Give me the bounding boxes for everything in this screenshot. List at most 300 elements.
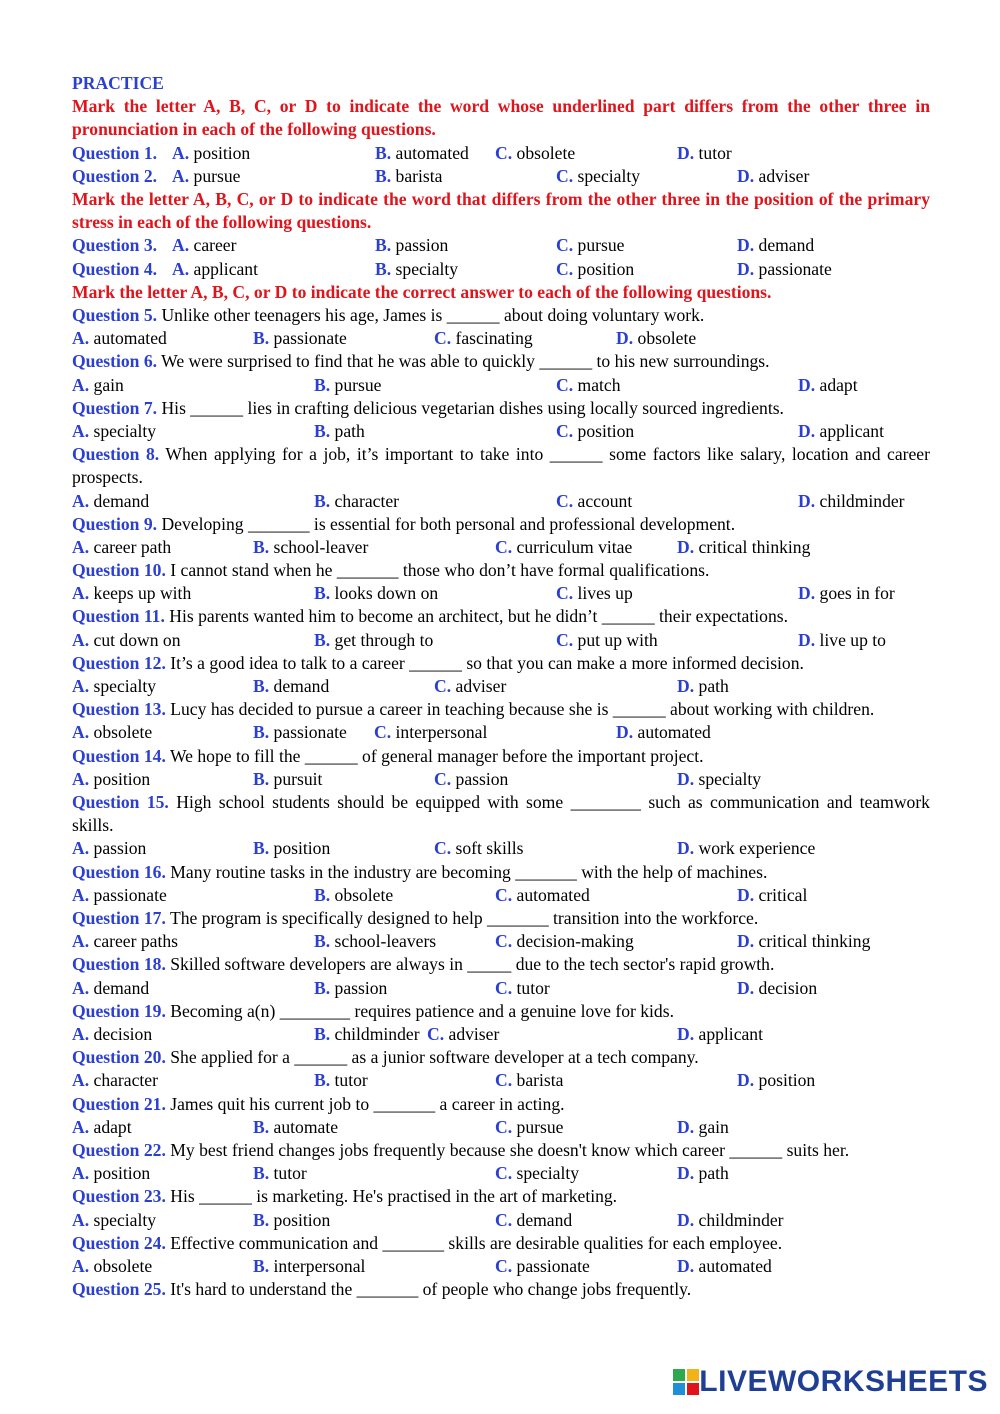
answer-option[interactable]: [72, 884, 167, 907]
question-group-stress: [72, 234, 930, 280]
options-row: [72, 1069, 930, 1092]
answer-option[interactable]: [172, 258, 258, 281]
answer-option[interactable]: [556, 420, 634, 443]
option-text: lives up: [577, 583, 633, 604]
option-letter: B.: [253, 1209, 270, 1230]
question-text: Skilled software developers are always in _____ due to the tech sector's rapid growth.: [170, 954, 775, 975]
question-stem: [72, 861, 930, 884]
answer-option[interactable]: [495, 930, 634, 953]
option-text: tutor: [334, 1070, 368, 1091]
options-row: [72, 490, 930, 513]
answer-option[interactable]: [253, 1255, 365, 1278]
question-stem: [72, 304, 930, 327]
question-text: James quit his current job to _______ a career in acting.: [170, 1093, 565, 1114]
options-row: [72, 721, 930, 744]
option-letter: A.: [72, 420, 90, 441]
option-text: demand: [93, 977, 150, 998]
question-item: [72, 1093, 930, 1139]
option-text: character: [93, 1070, 158, 1091]
answer-option[interactable]: [495, 1069, 563, 1092]
option-text: childminder: [698, 1209, 784, 1230]
answer-option[interactable]: [375, 258, 458, 281]
option-letter: B.: [314, 884, 331, 905]
option-letter: C.: [556, 420, 574, 441]
answer-option[interactable]: [72, 490, 149, 513]
question-text: It’s a good idea to talk to a career ______ so that you can make a more informed decision.: [170, 652, 804, 673]
question-item: [72, 1185, 930, 1231]
question-item: [72, 652, 930, 698]
option-text: specialty: [93, 420, 157, 441]
answer-option[interactable]: [72, 721, 152, 744]
option-letter: D.: [737, 258, 755, 279]
option-text: specialty: [698, 768, 762, 789]
option-text: automated: [93, 328, 167, 349]
liveworksheets-logo-icon: [673, 1367, 699, 1397]
option-letter: C.: [495, 884, 513, 905]
option-text: specialty: [577, 165, 641, 186]
answer-option[interactable]: [798, 629, 886, 652]
question-label: Question 21.: [72, 1093, 166, 1114]
question-stem: [72, 1139, 930, 1162]
answer-option[interactable]: [556, 234, 624, 257]
answer-option[interactable]: [72, 629, 181, 652]
answer-option[interactable]: [427, 1023, 499, 1046]
option-letter: C.: [495, 1116, 513, 1137]
answer-option[interactable]: [253, 1162, 307, 1185]
option-letter: D.: [737, 977, 755, 998]
option-text: applicant: [819, 420, 884, 441]
answer-option[interactable]: [798, 490, 905, 513]
answer-option[interactable]: [314, 1069, 368, 1092]
answer-option[interactable]: [72, 536, 171, 559]
answer-option[interactable]: [798, 420, 884, 443]
question-text: We hope to fill the ______ of general manager before the important project.: [169, 745, 704, 766]
option-letter: D.: [737, 1070, 755, 1091]
answer-option[interactable]: [375, 234, 448, 257]
option-text: passionate: [93, 884, 167, 905]
answer-option[interactable]: [434, 768, 508, 791]
option-letter: C.: [495, 1255, 513, 1276]
option-text: put up with: [577, 629, 658, 650]
answer-option[interactable]: [375, 142, 469, 165]
option-text: position: [273, 838, 331, 859]
option-letter: B.: [375, 235, 392, 256]
options-row: [72, 768, 930, 791]
option-text: goes in for: [819, 583, 895, 604]
answer-option[interactable]: [495, 1162, 579, 1185]
option-letter: B.: [314, 420, 331, 441]
question-stem: [72, 350, 930, 373]
answer-option[interactable]: [798, 582, 895, 605]
option-text: decision: [93, 1024, 153, 1045]
question-text: Developing _______ is essential for both personal and professional development.: [161, 513, 736, 534]
option-text: adviser: [455, 676, 507, 697]
option-letter: B.: [375, 142, 392, 163]
answer-option[interactable]: [495, 977, 550, 1000]
question-stem: [72, 1278, 930, 1301]
answer-option[interactable]: [72, 1255, 152, 1278]
option-letter: A.: [72, 328, 90, 349]
question-stem: [72, 513, 930, 536]
option-letter: D.: [798, 420, 816, 441]
options-row: [72, 1023, 930, 1046]
question-item: [72, 234, 930, 257]
answer-option[interactable]: [253, 837, 330, 860]
question-item: [72, 1000, 930, 1046]
option-text: school-leavers: [334, 931, 437, 952]
question-item: [72, 1278, 930, 1301]
option-letter: B.: [253, 838, 270, 859]
question-stem: [72, 1046, 930, 1069]
answer-option[interactable]: [253, 721, 347, 744]
option-text: character: [334, 490, 399, 511]
option-letter: B.: [253, 1163, 270, 1184]
question-label: Question 19.: [72, 1000, 166, 1021]
answer-option[interactable]: [314, 420, 365, 443]
option-text: account: [577, 490, 633, 511]
answer-option[interactable]: [314, 930, 436, 953]
instruction-correct-answer: Mark the letter A, B, C, or D to indicate the correct answer to each of the following questions.: [72, 281, 772, 302]
option-letter: A.: [72, 931, 90, 952]
answer-option[interactable]: [374, 721, 487, 744]
instruction-pronunciation: Mark the letter A, B, C, or D to indicate the word whose underlined part differs from the other three in pronunciation in each of the following questions.: [72, 96, 930, 140]
question-label: Question 22.: [72, 1139, 166, 1160]
option-text: pursue: [516, 1116, 564, 1137]
answer-option[interactable]: [72, 1162, 150, 1185]
option-letter: B.: [314, 629, 331, 650]
answer-option[interactable]: [314, 629, 433, 652]
answer-option[interactable]: [72, 374, 124, 397]
answer-option[interactable]: [677, 142, 732, 165]
answer-option[interactable]: [253, 768, 322, 791]
question-item: [72, 1232, 930, 1278]
option-text: cut down on: [93, 629, 181, 650]
option-text: critical thinking: [698, 536, 811, 557]
answer-option[interactable]: [172, 165, 240, 188]
question-stem: [72, 559, 930, 582]
option-text: passionate: [516, 1255, 590, 1276]
answer-option[interactable]: [375, 165, 442, 188]
option-letter: A.: [72, 722, 90, 743]
option-letter: C.: [374, 722, 392, 743]
question-label: Question 18.: [72, 954, 166, 975]
answer-option[interactable]: [72, 1069, 158, 1092]
option-text: obsolete: [334, 884, 394, 905]
question-stem: [72, 698, 930, 721]
question-label: Question 9.: [72, 513, 158, 534]
option-letter: A.: [172, 258, 190, 279]
question-row: [72, 234, 930, 257]
answer-option[interactable]: [737, 930, 870, 953]
answer-option[interactable]: [72, 837, 146, 860]
answer-option[interactable]: [172, 142, 250, 165]
option-letter: A.: [72, 768, 90, 789]
question-text: His ______ is marketing. He's practised in the art of marketing.: [170, 1186, 618, 1207]
section-title: PRACTICE: [72, 73, 164, 93]
answer-option[interactable]: [253, 327, 347, 350]
question-label: Question 5.: [72, 304, 158, 325]
answer-option[interactable]: [677, 1023, 763, 1046]
question-label: Question 7.: [72, 397, 158, 418]
option-letter: C.: [434, 838, 452, 859]
question-label: Question 12.: [72, 652, 166, 673]
option-letter: D.: [737, 165, 755, 186]
option-text: applicant: [698, 1024, 763, 1045]
question-group-pronunciation: [72, 142, 930, 188]
option-text: passionate: [758, 258, 832, 279]
question-item: [72, 397, 930, 443]
question-text: Effective communication and _______ skills are desirable qualities for each employee.: [170, 1232, 783, 1253]
options-row: [72, 327, 930, 350]
question-label: Question 6.: [72, 351, 158, 372]
answer-option[interactable]: [434, 327, 533, 350]
answer-option[interactable]: [314, 884, 393, 907]
option-text: career path: [93, 536, 172, 557]
answer-option[interactable]: [737, 1069, 815, 1092]
option-text: childminder: [819, 490, 905, 511]
question-stem: [72, 443, 930, 489]
option-text: pursue: [577, 235, 625, 256]
answer-option[interactable]: [616, 721, 711, 744]
option-text: demand: [516, 1209, 573, 1230]
option-letter: A.: [72, 374, 90, 395]
option-letter: B.: [314, 1024, 331, 1045]
logo-text: LIVEWORKSHEETS: [699, 1365, 988, 1398]
answer-option[interactable]: [314, 582, 438, 605]
answer-option[interactable]: [677, 1116, 729, 1139]
answer-option[interactable]: [72, 1116, 132, 1139]
answer-option[interactable]: [314, 490, 399, 513]
question-item: [72, 165, 930, 188]
option-text: keeps up with: [93, 583, 192, 604]
question-item: [72, 513, 930, 559]
option-letter: A.: [72, 977, 90, 998]
option-text: obsolete: [516, 142, 576, 163]
option-letter: D.: [677, 142, 695, 163]
question-label: Question 14.: [72, 745, 166, 766]
option-letter: C.: [495, 1163, 513, 1184]
option-letter: A.: [72, 583, 90, 604]
answer-option[interactable]: [172, 234, 236, 257]
option-letter: B.: [253, 1255, 270, 1276]
answer-option[interactable]: [253, 1209, 330, 1232]
answer-option[interactable]: [434, 837, 523, 860]
question-label: Question 1.: [72, 142, 158, 163]
answer-option[interactable]: [72, 420, 156, 443]
liveworksheets-logo: [673, 1362, 988, 1402]
answer-option[interactable]: [616, 327, 696, 350]
option-text: tutor: [273, 1163, 307, 1184]
answer-option[interactable]: [72, 1209, 156, 1232]
option-text: obsolete: [93, 1255, 153, 1276]
option-letter: D.: [798, 490, 816, 511]
option-letter: C.: [495, 536, 513, 557]
option-letter: B.: [375, 165, 392, 186]
options-row: [72, 536, 930, 559]
option-text: critical thinking: [758, 931, 871, 952]
option-text: position: [93, 1163, 151, 1184]
option-text: work experience: [698, 838, 816, 859]
question-item: [72, 861, 930, 907]
answer-option[interactable]: [677, 1255, 772, 1278]
option-text: passion: [334, 977, 388, 998]
answer-option[interactable]: [798, 374, 858, 397]
option-text: position: [93, 768, 151, 789]
option-text: adapt: [93, 1116, 132, 1137]
question-label: Question 15.: [72, 792, 169, 813]
answer-option[interactable]: [495, 142, 575, 165]
option-text: barista: [395, 165, 443, 186]
question-label: Question 10.: [72, 560, 166, 581]
option-text: position: [273, 1209, 331, 1230]
answer-option[interactable]: [677, 536, 810, 559]
option-text: passionate: [273, 722, 347, 743]
option-text: career: [193, 235, 237, 256]
option-text: passion: [455, 768, 509, 789]
answer-option[interactable]: [737, 258, 832, 281]
answer-option[interactable]: [253, 675, 329, 698]
option-text: curriculum vitae: [516, 536, 633, 557]
option-text: specialty: [93, 1209, 157, 1230]
option-text: specialty: [93, 676, 157, 697]
option-text: critical: [758, 884, 808, 905]
answer-option[interactable]: [737, 165, 809, 188]
option-text: position: [193, 142, 251, 163]
option-text: path: [698, 1163, 729, 1184]
option-text: match: [577, 374, 621, 395]
option-text: obsolete: [93, 722, 153, 743]
option-text: soft skills: [455, 838, 524, 859]
option-letter: D.: [616, 328, 634, 349]
question-item: [72, 350, 930, 396]
answer-option[interactable]: [72, 675, 156, 698]
answer-option[interactable]: [677, 1162, 729, 1185]
question-label: Question 3.: [72, 235, 158, 256]
option-letter: B.: [253, 1116, 270, 1137]
question-text: Becoming a(n) ________ requires patience and a genuine love for kids.: [170, 1000, 674, 1021]
answer-option[interactable]: [72, 327, 167, 350]
answer-option[interactable]: [495, 536, 632, 559]
question-item: [72, 142, 930, 165]
option-letter: B.: [314, 977, 331, 998]
options-row: [72, 884, 930, 907]
question-stem: [72, 652, 930, 675]
answer-option[interactable]: [737, 234, 814, 257]
options-row: [72, 930, 930, 953]
answer-option[interactable]: [737, 977, 817, 1000]
option-text: live up to: [819, 629, 886, 650]
option-text: gain: [93, 374, 124, 395]
question-text: Unlike other teenagers his age, James is ______ about doing voluntary work.: [161, 304, 705, 325]
option-letter: D.: [677, 838, 695, 859]
answer-option[interactable]: [253, 536, 368, 559]
option-letter: B.: [253, 676, 270, 697]
options-row: [72, 1209, 930, 1232]
answer-option[interactable]: [556, 629, 658, 652]
answer-option[interactable]: [495, 1116, 563, 1139]
answer-option[interactable]: [737, 884, 807, 907]
option-letter: A.: [72, 536, 90, 557]
question-stem: [72, 1232, 930, 1255]
option-letter: C.: [427, 1024, 445, 1045]
option-letter: B.: [314, 374, 331, 395]
question-item: [72, 443, 930, 513]
answer-option[interactable]: [314, 977, 387, 1000]
answer-option[interactable]: [434, 675, 506, 698]
question-row: [72, 165, 930, 188]
question-item: [72, 907, 930, 953]
answer-option[interactable]: [677, 837, 815, 860]
answer-option[interactable]: [495, 884, 590, 907]
answer-option[interactable]: [72, 582, 191, 605]
answer-option[interactable]: [72, 977, 149, 1000]
option-letter: C.: [434, 328, 452, 349]
answer-option[interactable]: [556, 490, 632, 513]
option-letter: C.: [556, 235, 574, 256]
option-letter: D.: [677, 1209, 695, 1230]
answer-option[interactable]: [72, 930, 178, 953]
question-item: [72, 559, 930, 605]
question-text: His ______ lies in crafting delicious vegetarian dishes using locally sourced ingredients.: [161, 397, 784, 418]
option-text: obsolete: [637, 328, 697, 349]
answer-option[interactable]: [677, 1209, 784, 1232]
option-text: automated: [516, 884, 590, 905]
question-stem: [72, 1185, 930, 1208]
option-text: path: [334, 420, 365, 441]
answer-option[interactable]: [556, 374, 621, 397]
question-item: [72, 304, 930, 350]
question-text: Lucy has decided to pursue a career in teaching because she is ______ about working with children.: [170, 699, 875, 720]
question-item: [72, 258, 930, 281]
answer-option[interactable]: [677, 768, 761, 791]
option-text: interpersonal: [273, 1255, 366, 1276]
instruction-stress: Mark the letter A, B, C, or D to indicate the word that differs from the other three in the position of the primary stress in each of the following questions.: [72, 188, 930, 233]
option-letter: D.: [798, 629, 816, 650]
option-text: decision-making: [516, 931, 634, 952]
answer-option[interactable]: [495, 1209, 572, 1232]
answer-option[interactable]: [677, 675, 729, 698]
option-text: passion: [395, 235, 449, 256]
option-letter: D.: [798, 374, 816, 395]
question-row: [72, 258, 930, 281]
answer-option[interactable]: [495, 1255, 590, 1278]
option-text: path: [698, 676, 729, 697]
question-stem: [72, 605, 930, 628]
answer-option[interactable]: [556, 258, 634, 281]
option-letter: A.: [172, 142, 190, 163]
question-row: [72, 142, 930, 165]
option-letter: C.: [495, 1209, 513, 1230]
options-row: [72, 1255, 930, 1278]
answer-option[interactable]: [72, 1023, 152, 1046]
option-letter: B.: [253, 722, 270, 743]
question-label: Question 8.: [72, 444, 160, 465]
answer-option[interactable]: [556, 582, 633, 605]
answer-option[interactable]: [253, 1116, 338, 1139]
option-text: career paths: [93, 931, 179, 952]
answer-option[interactable]: [314, 374, 381, 397]
option-letter: D.: [737, 884, 755, 905]
question-text: She applied for a ______ as a junior software developer at a tech company.: [170, 1047, 699, 1068]
option-text: demand: [273, 676, 330, 697]
option-text: school-leaver: [273, 536, 369, 557]
question-label: Question 16.: [72, 861, 166, 882]
answer-option[interactable]: [314, 1023, 420, 1046]
question-stem: [72, 1000, 930, 1023]
answer-option[interactable]: [556, 165, 640, 188]
answer-option[interactable]: [72, 768, 150, 791]
option-letter: A.: [72, 1255, 90, 1276]
